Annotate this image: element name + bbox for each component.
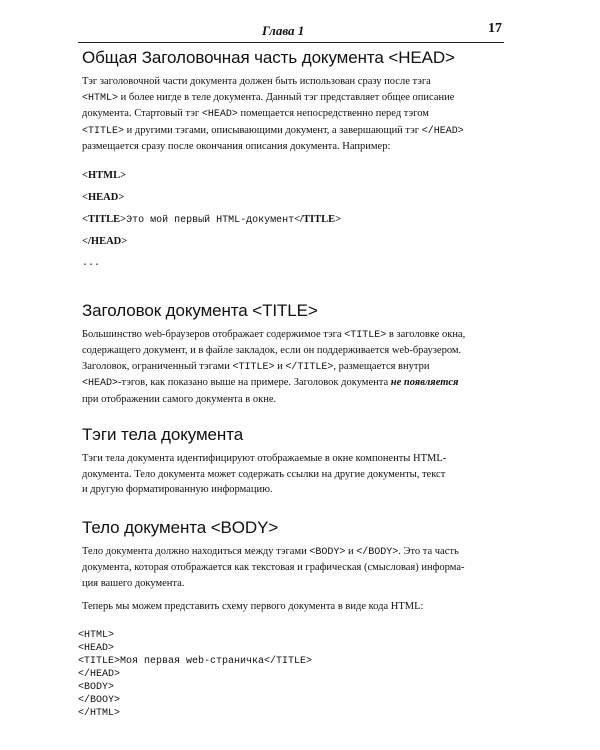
section-body-body-tags	[82, 451, 502, 498]
code-line: <TITLE>Моя первая web-страничка</TITLE>	[78, 655, 313, 667]
code-line: </BOOY>	[78, 694, 121, 706]
paragraph-line	[82, 560, 502, 576]
inline-code: </TITLE>	[285, 361, 334, 373]
code-line: <HEAD>	[78, 642, 115, 654]
paragraph-line	[82, 576, 502, 592]
code-example-body	[78, 629, 502, 720]
paragraph-line	[82, 90, 502, 107]
page-number: 17	[488, 21, 502, 36]
text: и более нигде в теле документа. Данный тэг представляет общее описание	[118, 91, 455, 103]
paragraph-line	[82, 467, 502, 483]
paragraph-line	[82, 359, 502, 376]
emphasis-text: не появляется	[390, 377, 459, 388]
code-tag: <TITLE>	[82, 213, 127, 225]
text: и другую форматированную информацию.	[82, 484, 273, 495]
text: содержащего документ, и в файле закладок, если он поддерживается web-браузером.	[82, 345, 462, 356]
code-line	[82, 187, 502, 209]
text: в заголовке окна,	[386, 328, 466, 340]
inline-code: </BODY>	[356, 546, 399, 558]
paragraph-line	[82, 106, 502, 123]
paragraph-line	[82, 139, 502, 155]
inline-code: <TITLE>	[344, 329, 387, 341]
section-title-head: Общая Заголовочная часть документа <HEAD>	[82, 48, 455, 67]
text: документа, которая отображается как текстовая и графическая (смысловая) информа-	[82, 562, 465, 573]
paragraph-line	[82, 544, 502, 561]
section-title-body: Тело документа <BODY>	[82, 517, 279, 537]
text: Заголовок, ограниченный тэгами	[82, 360, 233, 372]
inline-code: <HTML>	[82, 92, 119, 104]
text: и	[345, 545, 357, 557]
inline-code: <HEAD>	[201, 109, 238, 120]
text: Тэги тела документа идентифицируют отображаемые в окне компоненты HTML-	[82, 453, 447, 464]
text: Тэг заголовочной части документа должен быть использован сразу после тэга	[82, 76, 431, 87]
code-line: </HEAD>	[78, 668, 121, 680]
text: . Это та часть	[398, 545, 459, 557]
code-tag: <HEAD>	[82, 191, 125, 203]
text: размещается сразу после окончания описания документа. Например:	[82, 141, 391, 152]
inline-code: </HEAD>	[421, 125, 464, 137]
text: ция вашего документа.	[82, 577, 185, 589]
code-tag: </HEAD>	[82, 235, 128, 247]
text: помещается непосредственно перед тэгом	[237, 108, 429, 119]
paragraph-line	[82, 327, 502, 344]
code-line	[82, 209, 502, 231]
code-tag: <HTML>	[82, 169, 127, 181]
running-header	[78, 20, 504, 43]
text: и	[274, 360, 286, 372]
text: , размещается внутри	[333, 360, 430, 372]
paragraph-line	[82, 375, 502, 392]
section-title-title: Заголовок документа <TITLE>	[82, 300, 318, 320]
inline-code: <HEAD>	[82, 378, 119, 389]
code-line: <HTML>	[78, 629, 115, 641]
paragraph-line	[82, 74, 502, 90]
paragraph-line	[82, 392, 502, 408]
paragraph-line	[82, 123, 502, 140]
section-body-title	[82, 327, 502, 408]
section-body-head	[82, 74, 502, 155]
paragraph-line	[82, 451, 502, 467]
text: Тело документа должно находиться между тэгами	[82, 545, 310, 557]
code-line: </HTML>	[78, 707, 121, 719]
page-content	[78, 48, 502, 720]
text: документа. Стартовый тэг	[82, 108, 202, 119]
section-body-body	[82, 544, 502, 615]
text: при отображении самого документа в окне.	[82, 393, 277, 405]
chapter-label: Глава 1	[262, 23, 305, 38]
text: Теперь мы можем представить схему первого документа в виде кода HTML:	[82, 601, 424, 612]
code-line: <BODY>	[78, 681, 115, 693]
code-line	[82, 253, 502, 274]
inline-code: <TITLE>	[232, 361, 275, 373]
code-tag: </TITLE>	[294, 213, 342, 225]
code-text: Это мой первый HTML-документ	[126, 214, 295, 226]
code-line	[82, 231, 502, 253]
inline-code: <BODY>	[309, 546, 346, 558]
inline-code: <TITLE>	[82, 125, 125, 137]
paragraph-line	[82, 343, 502, 359]
paragraph-line	[82, 599, 502, 615]
text: Большинство web-браузеров отображает содержимое тэга	[82, 328, 345, 340]
code-ellipsis: ...	[82, 257, 101, 269]
text: документа. Тело документа может содержать ссылки на другие документы, текст	[82, 468, 446, 480]
text: и другими тэгами, описывающими документ, а завершающий тэг	[124, 124, 422, 136]
text: -тэгов, как показано выше на примере. Заголовок документа	[118, 377, 391, 388]
section-title-body-tags: Тэги тела документа	[82, 425, 244, 444]
code-line	[82, 165, 502, 187]
code-example-head	[82, 165, 502, 274]
paragraph-line	[82, 482, 502, 498]
